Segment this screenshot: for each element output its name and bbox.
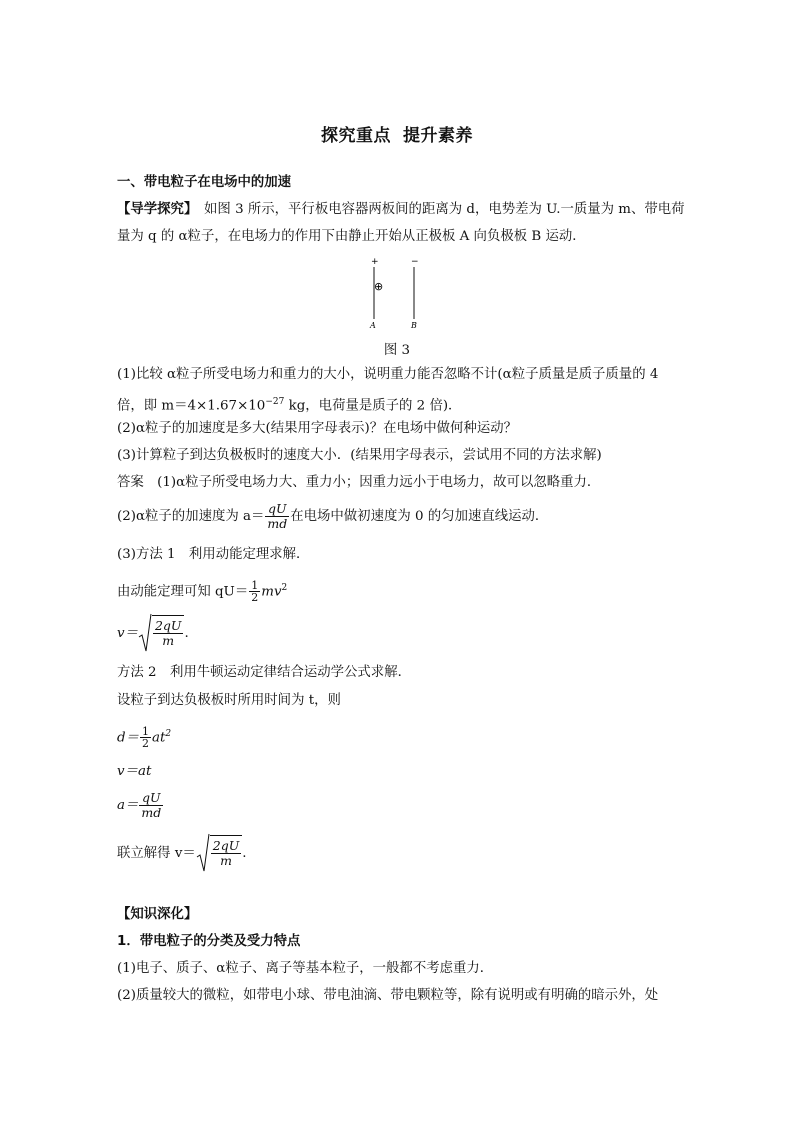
sqrt-expression bbox=[138, 615, 185, 652]
acceleration-fraction bbox=[265, 502, 289, 531]
guide-tag: 【导学探究】 bbox=[117, 202, 191, 217]
plus-sign: + bbox=[371, 257, 379, 267]
figure-caption: 图 3 bbox=[383, 343, 411, 358]
q1-mass-tail: kg，电荷量是质子的 2 倍)． bbox=[284, 398, 462, 414]
frac-numerator: 1 bbox=[141, 725, 149, 739]
sol-post: . bbox=[242, 846, 247, 861]
answer-1 bbox=[117, 474, 600, 492]
label-a: A bbox=[370, 321, 376, 329]
question-1-line-2 bbox=[117, 393, 461, 415]
d-post: at bbox=[151, 730, 166, 746]
q1-exponent: −27 bbox=[265, 397, 285, 407]
frac-numerator: qU bbox=[265, 502, 289, 517]
v1-pre: v＝ bbox=[117, 626, 138, 641]
ke-pre: 由动能定理可知 qU＝ bbox=[117, 584, 249, 600]
combined-solution bbox=[117, 835, 247, 872]
frac-denominator: m bbox=[162, 633, 175, 648]
capacitor-figure bbox=[365, 257, 425, 329]
d-pre: d＝ bbox=[117, 730, 139, 746]
frac-denominator: m bbox=[220, 853, 232, 868]
section-title-part2: 提升素养 bbox=[403, 126, 473, 146]
section-title-part1: 探究重点 bbox=[321, 126, 391, 146]
distance-equation bbox=[117, 720, 171, 752]
answer-2 bbox=[117, 502, 548, 532]
ke-square: 2 bbox=[281, 583, 288, 593]
knowledge-tag: 【知识深化】 bbox=[117, 907, 198, 922]
frac-numerator: qU bbox=[139, 791, 163, 806]
answer-1-text: (1)α粒子所受电场力大、重力小；因重力远小于电场力，故可以忽略重力． bbox=[143, 475, 601, 490]
velocity-equation: v＝at bbox=[117, 764, 152, 779]
frac-denominator: md bbox=[267, 516, 288, 531]
frac-numerator: 1 bbox=[251, 579, 259, 593]
radical-sign bbox=[196, 831, 210, 875]
knowledge-heading-1: 1．带电粒子的分类及受力特点 bbox=[117, 934, 301, 949]
heading-acceleration: 一、带电粒子在电场中的加速 bbox=[117, 175, 292, 190]
frac-numerator: 2qU bbox=[212, 838, 240, 853]
d-square: 2 bbox=[165, 729, 172, 739]
sqrt-expression bbox=[196, 835, 243, 872]
guide-text-1: 如图 3 所示，平行板电容器两板间的距离为 d，电势差为 U.一质量为 m、带电荷 bbox=[190, 202, 685, 217]
answer-label: 答案 bbox=[117, 475, 144, 490]
minus-sign: − bbox=[411, 257, 419, 267]
a-pre: a＝ bbox=[117, 798, 139, 813]
ke-post: mv bbox=[261, 584, 282, 600]
question-1-line-1: (1)比较 α粒子所受电场力和重力的大小，说明重力能否忽略不计(α粒子质量是质子质量的 4 bbox=[117, 367, 659, 382]
frac-denominator: 2 bbox=[251, 591, 259, 605]
sol-pre: 联立解得 v＝ bbox=[117, 846, 196, 861]
q1-mass-text: 倍，即 m＝4×1.67×10 bbox=[117, 398, 266, 414]
frac-denominator: md bbox=[141, 805, 162, 820]
method-2: 方法 2 利用牛顿运动定律结合运动学公式求解． bbox=[117, 665, 411, 680]
v1-post: . bbox=[184, 626, 189, 641]
section-title bbox=[0, 121, 794, 146]
label-b: B bbox=[411, 321, 417, 329]
knowledge-point-2: (2)质量较大的微粒，如带电小球、带电油滴、带电颗粒等，除有说明或有明确的暗示外，处 bbox=[117, 988, 659, 1003]
guide-line-2: 量为 q 的 α粒子，在电场力的作用下由静止开始从正极板 A 向负极板 B 运动． bbox=[117, 229, 586, 244]
alpha-particle-icon: ⊕ bbox=[374, 280, 384, 293]
qu-md-fraction bbox=[139, 791, 163, 820]
question-3: (3)计算粒子到达负极板时的速度大小．(结果用字母表示，尝试用不同的方法求解) bbox=[117, 448, 602, 463]
guide-line-1 bbox=[117, 201, 685, 219]
velocity-result-1 bbox=[117, 615, 189, 652]
answer-3-method-1: (3)方法 1 利用动能定理求解． bbox=[117, 547, 310, 562]
knowledge-point-1: (1)电子、质子、α粒子、离子等基本粒子，一般都不考虑重力． bbox=[117, 961, 494, 976]
acceleration-equation bbox=[117, 791, 164, 821]
half-fraction bbox=[249, 580, 260, 603]
time-definition: 设粒子到达负极板时所用时间为 t，则 bbox=[117, 693, 341, 708]
kinetic-energy-line bbox=[117, 574, 287, 606]
half-fraction bbox=[140, 726, 151, 749]
frac-numerator: 2qU bbox=[154, 618, 182, 633]
radical-sign bbox=[138, 611, 152, 655]
answer-2-pre: (2)α粒子的加速度为 a＝ bbox=[117, 509, 265, 524]
frac-denominator: 2 bbox=[141, 737, 149, 751]
question-2: (2)α粒子的加速度是多大(结果用字母表示)？在电场中做何种运动？ bbox=[117, 421, 518, 436]
answer-2-post: 在电场中做初速度为 0 的匀加速直线运动． bbox=[290, 509, 549, 524]
